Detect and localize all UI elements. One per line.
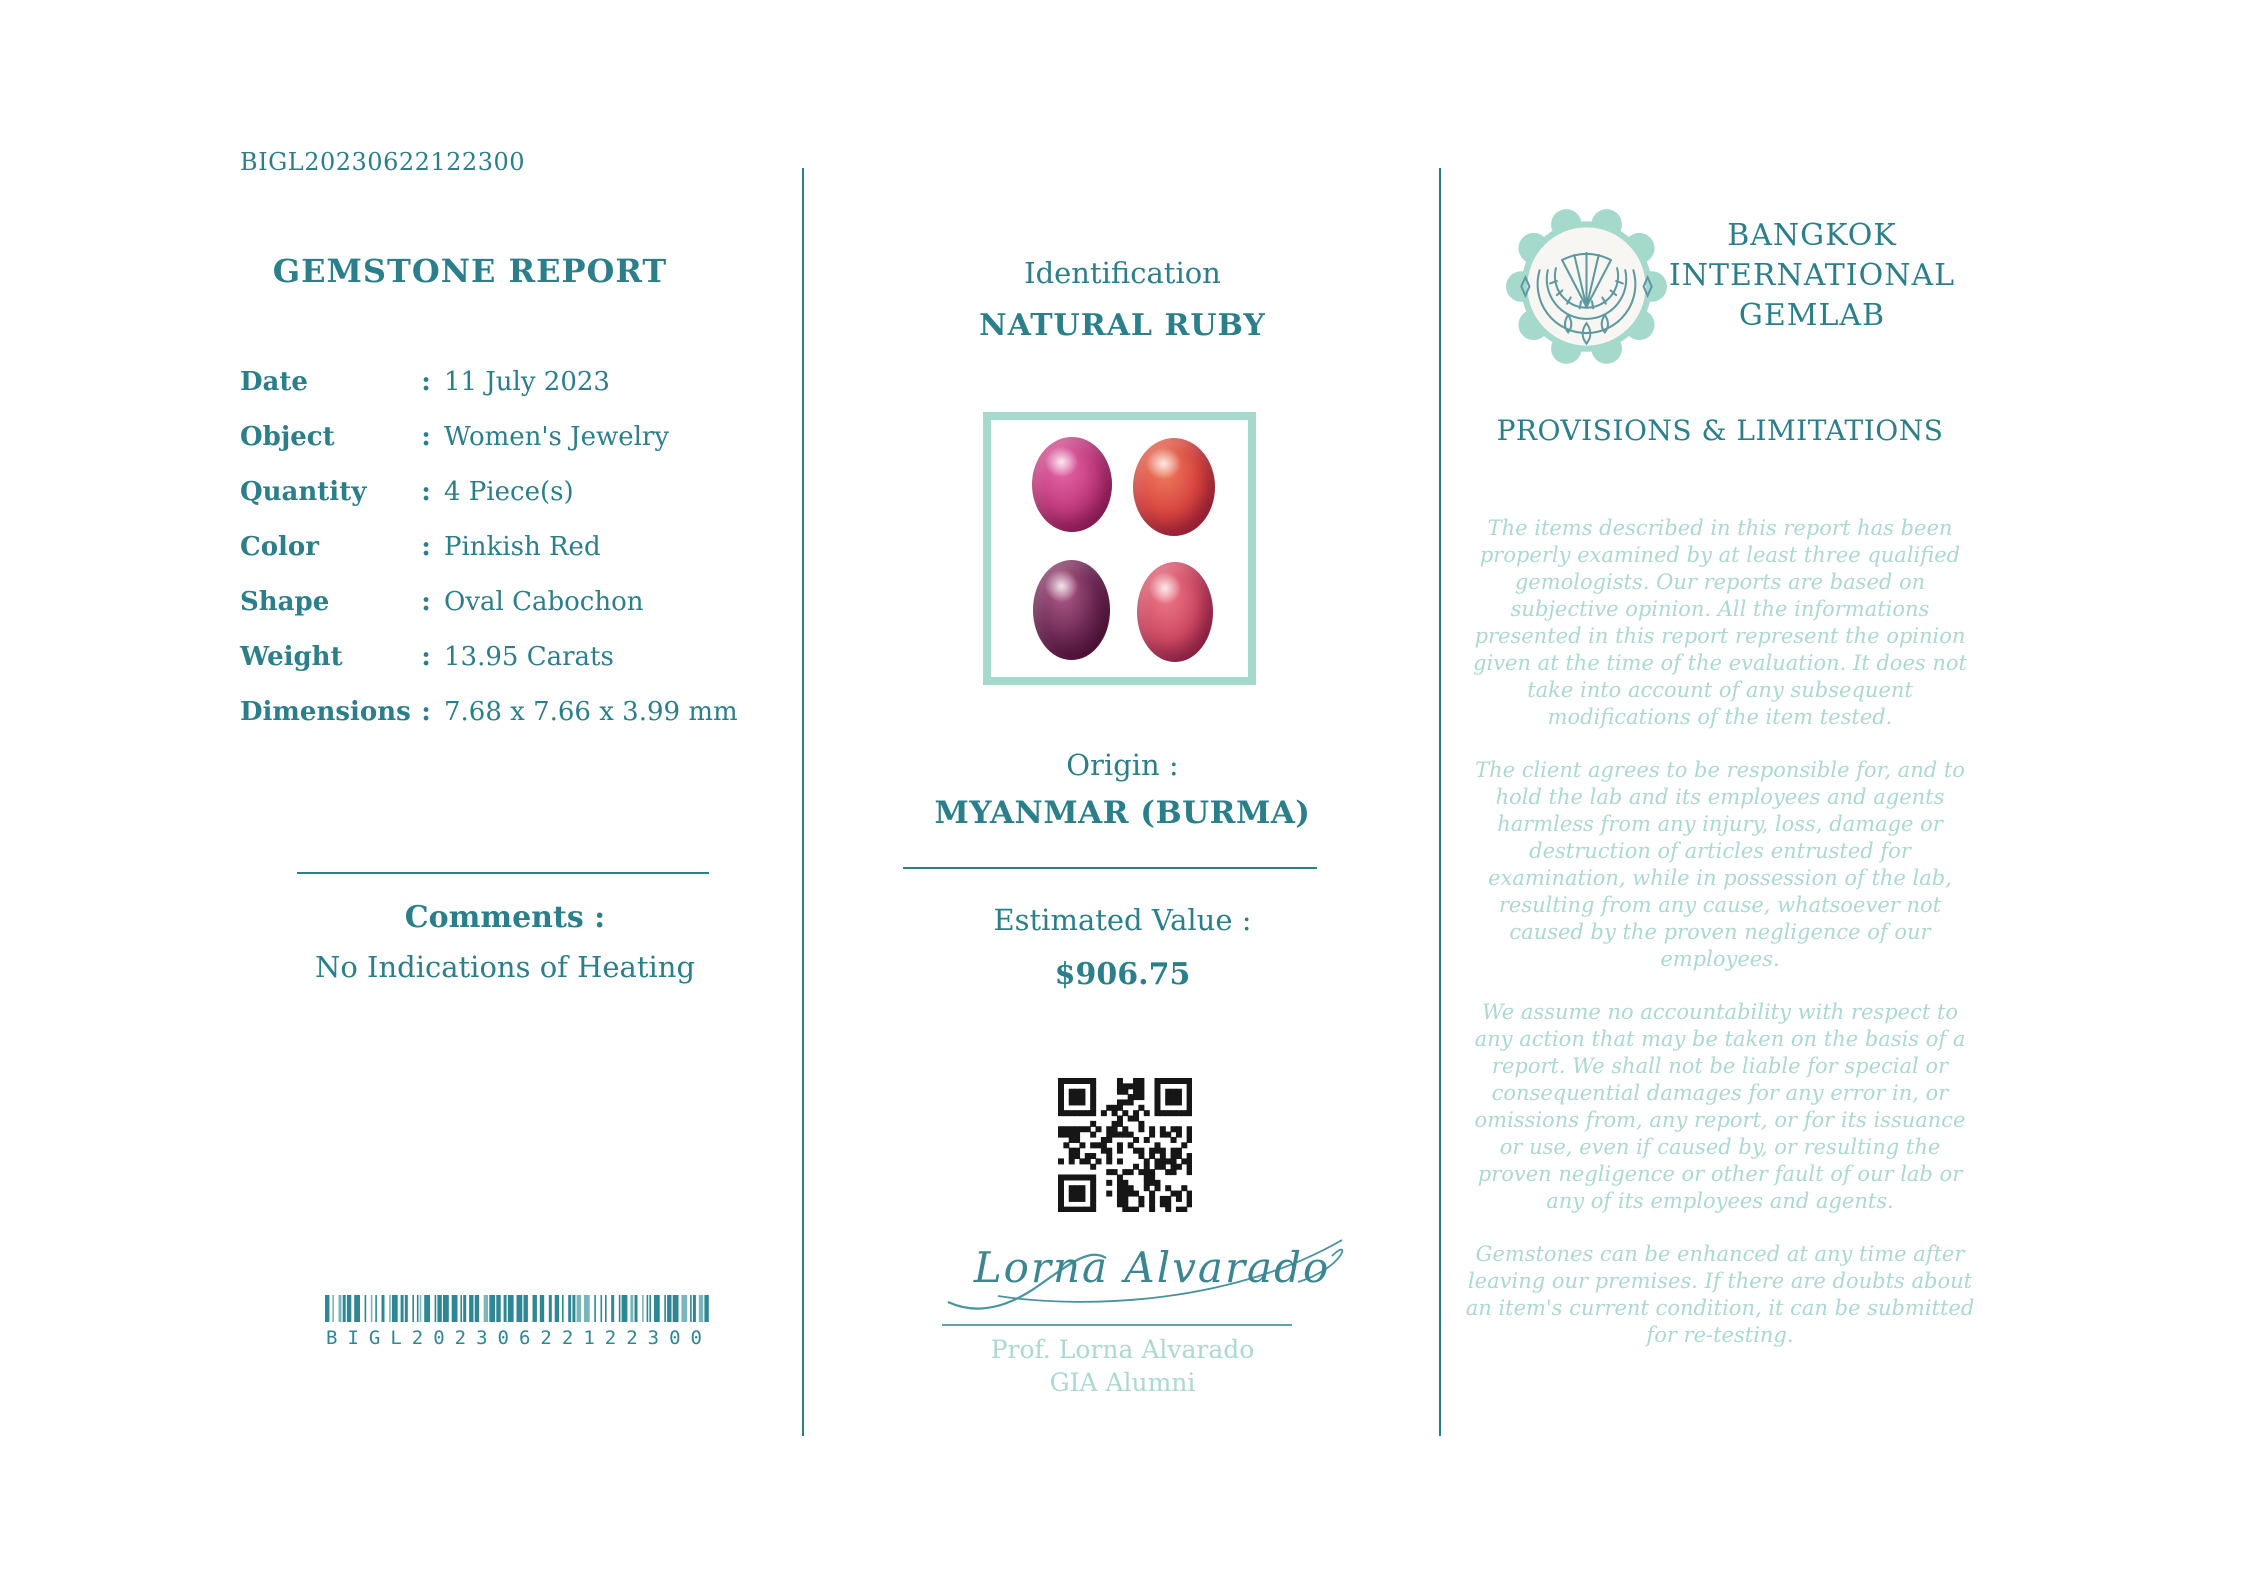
field-value: 13.95 Carats <box>444 642 614 672</box>
field-colon: : <box>421 697 431 727</box>
field-colon: : <box>421 477 431 507</box>
gemstone-photo <box>983 412 1256 685</box>
field-label: Dimensions <box>240 697 411 727</box>
origin-value: MYANMAR (BURMA) <box>934 795 1311 831</box>
report-field-row <box>240 423 780 451</box>
field-colon: : <box>421 367 431 397</box>
field-label: Shape <box>240 587 330 617</box>
signatory-name: Prof. Lorna Alvarado <box>990 1335 1255 1364</box>
report-field-row <box>240 368 780 396</box>
provision-paragraph: The items described in this report has been properly examined by at least three qualified gemologists. Our reports are based on subjective opinion. All the informations presented in this report represent the opinion given at the time of the evaluation. It does not take into account of any subsequent modifications of the item tested. <box>1473 516 1967 729</box>
ruby-cabochon-bottom-left <box>1033 560 1110 660</box>
comments-heading: Comments : <box>404 900 606 935</box>
field-colon: : <box>421 532 431 562</box>
field-colon: : <box>421 587 431 617</box>
provision-paragraph: We assume no accountability with respect to any action that may be taken on the basis of a report. We shall not be liable for special or consequential damages for any error in, or omissions from, any report, or for its issuance or use, even if caused by, or resulting the proven negligence or other fault of our lab or any of its employees and agents. <box>1474 1000 1966 1213</box>
report-field-row <box>240 698 780 726</box>
report-field-row <box>240 478 780 506</box>
provision-paragraph: The client agrees to be responsible for, and to hold the lab and its employees and agents harmless from any injury, loss, damage or destruction of articles entrusted for examination, while in possession of the lab, resulting from any cause, whatsoever not caused by the proven negligence of our employees. <box>1475 758 1965 971</box>
field-value: 11 July 2023 <box>444 367 610 397</box>
field-value: Women's Jewelry <box>444 422 670 452</box>
report-field-row <box>240 588 780 616</box>
ruby-cabochon-top-right <box>1133 438 1215 536</box>
column-divider-right <box>1439 168 1441 1436</box>
provisions-heading: PROVISIONS & LIMITATIONS <box>1496 414 1944 447</box>
barcode-bars <box>325 1295 713 1322</box>
comments-divider <box>297 872 709 874</box>
ruby-cabochon-top-left <box>1032 437 1112 532</box>
field-label: Object <box>240 422 335 452</box>
report-title: GEMSTONE REPORT <box>272 252 668 290</box>
ruby-cabochon-bottom-right <box>1137 562 1213 662</box>
identification-heading: Identification <box>1024 256 1221 290</box>
estimated-value-heading: Estimated Value : <box>993 903 1252 937</box>
lab-name-line: INTERNATIONAL <box>1668 258 1956 293</box>
signature-name: Lorna Alvarado <box>973 1243 1331 1292</box>
report-fields <box>240 368 780 753</box>
report-field-row <box>240 643 780 671</box>
qr-code <box>1058 1078 1192 1212</box>
barcode <box>325 1295 713 1349</box>
comments-text: No Indications of Heating <box>314 950 696 984</box>
field-colon: : <box>421 422 431 452</box>
origin-divider <box>903 867 1317 869</box>
signature <box>940 1222 1360 1322</box>
field-colon: : <box>421 642 431 672</box>
lab-logo <box>1505 205 1668 368</box>
field-value: Oval Cabochon <box>444 587 644 617</box>
lab-name-line: BANGKOK <box>1727 218 1897 253</box>
qr-code-image <box>1058 1078 1192 1212</box>
signatory-title: GIA Alumni <box>1049 1368 1196 1397</box>
provision-paragraph: Gemstones can be enhanced at any time after leaving our premises. If there are doubts about an item's current condition, it can be submitted for re-testing. <box>1465 1242 1975 1347</box>
provisions-paragraphs <box>1465 515 1975 1375</box>
field-label: Weight <box>240 642 343 672</box>
lab-name <box>1662 216 1962 336</box>
column-divider-left <box>802 168 804 1436</box>
field-value: 4 Piece(s) <box>444 477 574 507</box>
field-value: 7.68 x 7.66 x 3.99 mm <box>444 697 738 727</box>
field-label: Color <box>240 532 319 562</box>
signature-divider <box>942 1324 1292 1326</box>
field-label: Quantity <box>240 477 367 507</box>
lab-name-line: GEMLAB <box>1738 298 1886 333</box>
report-field-row <box>240 533 780 561</box>
field-value: Pinkish Red <box>444 532 601 562</box>
estimated-value-amount: $906.75 <box>1054 957 1191 992</box>
origin-heading: Origin : <box>1066 748 1179 782</box>
identification-value: NATURAL RUBY <box>979 308 1266 343</box>
barcode-label: BIGL20230622122300 <box>326 1327 712 1349</box>
field-label: Date <box>240 367 308 397</box>
report-number: BIGL20230622122300 <box>240 148 525 176</box>
